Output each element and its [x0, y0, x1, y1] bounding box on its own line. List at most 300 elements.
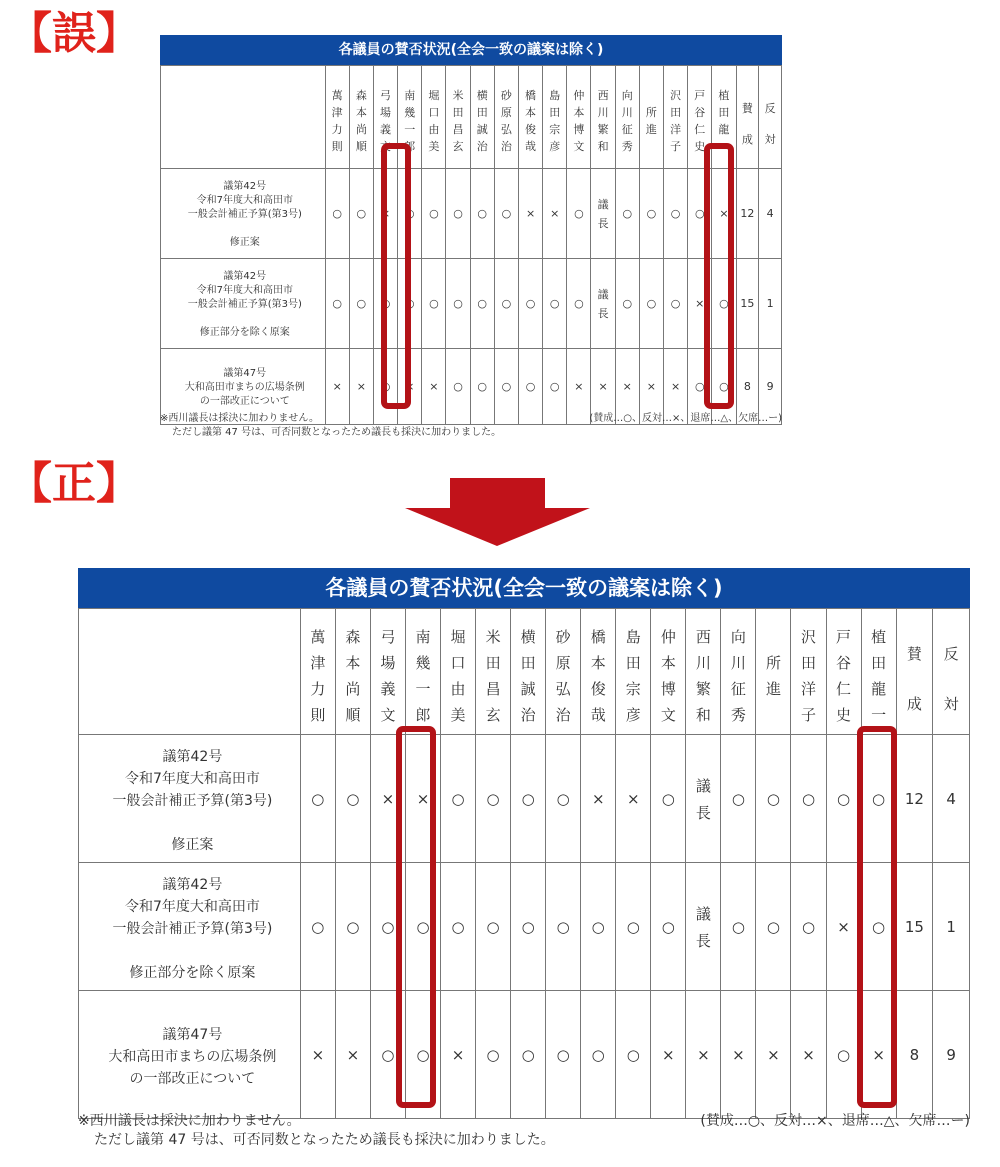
member-name-char: 田 [452, 106, 464, 119]
wrong-footer-note2: ただし議第 47 号は、可否同数となったため議長も採決に加わりました。 [172, 427, 502, 438]
vote-cell: ○ [543, 259, 567, 349]
vote-cell: ○ [335, 863, 370, 991]
member-name-char: 治 [500, 140, 512, 153]
vote-cell: ○ [581, 991, 616, 1119]
member-name-char: 田 [476, 106, 488, 119]
member-name-char: 哉 [525, 140, 537, 153]
bill-name-cell [161, 259, 326, 349]
vote-cell: × [441, 991, 476, 1119]
bill-line: 議第42号 [162, 877, 223, 893]
member-name-char: 仁 [694, 123, 706, 136]
member-name-char: 弓 [380, 89, 392, 102]
member-name-char: 砂 [555, 627, 571, 646]
member-name-char: 文 [380, 705, 396, 724]
vote-cell: × [616, 735, 651, 863]
vote-cell: ○ [615, 169, 639, 259]
member-name-char: 本 [355, 106, 367, 119]
vote-cell: × [639, 349, 663, 425]
member-name-header [300, 609, 335, 735]
vote-cell: ○ [712, 259, 736, 349]
member-name-header [651, 609, 686, 735]
bill-name-cell [79, 863, 301, 991]
member-name-header [335, 609, 370, 735]
bill-line: 令和7年度大和高田市 [124, 899, 260, 915]
bill-line [85, 940, 300, 962]
member-name-header [591, 66, 615, 169]
member-name-char: 仲 [660, 627, 676, 646]
result-header-char: 賛 [906, 644, 922, 663]
result-for-cell: 8 [896, 991, 933, 1119]
member-name-header [639, 66, 663, 169]
member-name-char: 田 [718, 106, 730, 119]
correct-highlight-minami [396, 726, 436, 1108]
member-name-char: 征 [730, 679, 746, 698]
member-name-char: 津 [331, 106, 343, 119]
member-name-char: 文 [380, 140, 392, 153]
wrong-highlight-ueda [704, 143, 734, 409]
vote-cell: ○ [664, 259, 688, 349]
wrong-label: 【誤】 [8, 8, 140, 59]
member-name-char: 由 [428, 123, 440, 136]
vote-cell: ○ [546, 863, 581, 991]
vote-cell: ○ [470, 349, 494, 425]
member-name-header [470, 66, 494, 169]
member-name-char: 一 [718, 140, 730, 153]
member-name-char: 西 [695, 627, 711, 646]
vote-cell: ○ [446, 259, 470, 349]
member-name-char: 森 [345, 627, 361, 646]
vote-cell: ○ [325, 259, 349, 349]
result-against-cell: 1 [933, 863, 970, 991]
member-name-char: 沢 [670, 89, 682, 102]
member-name-char: 所 [645, 106, 657, 119]
vote-cell: × [349, 349, 373, 425]
member-name-char: 繁 [597, 123, 609, 136]
member-name-char: 島 [625, 627, 641, 646]
bill-line: 議第47号 [223, 368, 267, 379]
result-header-for [736, 66, 759, 169]
vote-cell: ○ [422, 169, 446, 259]
result-header-char: 対 [943, 694, 959, 713]
member-name-char: 宗 [549, 123, 561, 136]
member-name-char: 砂 [500, 89, 512, 102]
member-name-char: 本 [590, 653, 606, 672]
member-name-char: 田 [520, 653, 536, 672]
speaker-mark-char: 議 [597, 198, 609, 211]
member-name-char: 玄 [452, 140, 464, 153]
member-name-char: 戸 [836, 627, 852, 646]
bill-line: 令和7年度大和高田市 [124, 771, 260, 787]
member-name-char: 戸 [694, 89, 706, 102]
member-name-char: 本 [660, 653, 676, 672]
member-name-char: 博 [660, 679, 676, 698]
member-name-char: 口 [428, 106, 440, 119]
correct-vote-table [78, 608, 970, 1119]
vote-cell: ○ [567, 169, 591, 259]
vote-cell: ○ [300, 735, 335, 863]
result-against-cell: 9 [759, 349, 782, 425]
header-blank-cell [161, 66, 326, 169]
member-name-char: 則 [331, 140, 343, 153]
table-row [79, 735, 970, 863]
table-row [79, 863, 970, 991]
vote-cell: × [721, 991, 756, 1119]
member-name-char: 進 [645, 123, 657, 136]
member-name-header [756, 609, 791, 735]
vote-cell: × [518, 169, 542, 259]
wrong-table-title: 各議員の賛否状況(全会一致の議案は除く) [160, 35, 782, 65]
result-header-for [896, 609, 933, 735]
member-name-char: 植 [718, 89, 730, 102]
member-name-char: 治 [555, 705, 571, 724]
member-name-char: 南 [415, 627, 431, 646]
vote-cell: ○ [373, 259, 397, 349]
vote-cell: ○ [422, 259, 446, 349]
speaker-mark-char: 長 [695, 931, 711, 950]
member-name-char: 弘 [500, 123, 512, 136]
member-name-char: 所 [765, 653, 781, 672]
speaker-mark-char: 長 [695, 803, 711, 822]
bill-line: 令和7年度大和高田市 [196, 285, 293, 296]
member-name-char: 堀 [450, 627, 466, 646]
member-name-char: 秀 [730, 705, 746, 724]
vote-cell: ○ [861, 735, 896, 863]
member-name-char: 横 [520, 627, 536, 646]
vote-cell: × [398, 349, 422, 425]
member-name-char: 島 [549, 89, 561, 102]
member-name-char: 幾 [404, 106, 416, 119]
member-name-char: 本 [525, 106, 537, 119]
vote-cell: ○ [546, 735, 581, 863]
vote-cell: ○ [446, 349, 470, 425]
vote-cell: × [543, 169, 567, 259]
vote-cell: ○ [398, 169, 422, 259]
member-name-header [441, 609, 476, 735]
member-name-char: 彦 [549, 140, 561, 153]
member-name-char: 順 [345, 705, 361, 724]
member-name-char: 萬 [310, 627, 326, 646]
bill-line [85, 812, 300, 834]
vote-cell [686, 735, 721, 863]
vote-cell [591, 169, 615, 259]
bill-line [165, 222, 325, 236]
member-name-char: 郎 [404, 140, 416, 153]
member-name-char: 義 [380, 679, 396, 698]
correct-footer-note2: ただし議第 47 号は、可否同数となったため議長も採決に加わりました。 [94, 1132, 555, 1148]
member-name-char: 子 [801, 705, 817, 724]
member-name-char: 美 [428, 140, 440, 153]
result-for-cell: 12 [736, 169, 759, 259]
correct-highlight-ueda [857, 726, 897, 1108]
member-name-char: 橋 [525, 89, 537, 102]
correct-footer-legend: (賛成…○、反対…×、退席…△、欠席…ー) [700, 1113, 970, 1129]
member-name-char: 一 [415, 679, 431, 698]
member-name-char: 文 [573, 140, 585, 153]
vote-cell: ○ [826, 991, 861, 1119]
bill-line: 議第42号 [223, 271, 267, 282]
member-name-char: 美 [450, 705, 466, 724]
member-name-char: 向 [621, 89, 633, 102]
vote-cell: ○ [791, 863, 826, 991]
correct-footer-note1: ※西川議長は採決に加わりません。 [78, 1113, 301, 1129]
member-name-header [721, 609, 756, 735]
header-blank-cell [79, 609, 301, 735]
member-name-char: 史 [694, 140, 706, 153]
bill-line: 一般会計補正予算(第3号) [187, 299, 302, 310]
vote-cell: ○ [826, 735, 861, 863]
result-header-against [759, 66, 782, 169]
member-name-header [370, 609, 405, 735]
vote-cell: ○ [543, 349, 567, 425]
member-name-header [494, 66, 518, 169]
member-name-header [615, 66, 639, 169]
vote-cell: ○ [567, 259, 591, 349]
vote-cell: × [591, 349, 615, 425]
member-name-char: 米 [452, 89, 464, 102]
member-name-char: 則 [310, 705, 326, 724]
member-name-char: 玄 [485, 705, 501, 724]
vote-cell: × [686, 991, 721, 1119]
member-name-char: 南 [404, 89, 416, 102]
vote-cell: ○ [756, 735, 791, 863]
vote-cell: ○ [511, 991, 546, 1119]
member-name-char: 田 [625, 653, 641, 672]
vote-cell: ○ [476, 863, 511, 991]
correct-table-title: 各議員の賛否状況(全会一致の議案は除く) [78, 568, 970, 608]
member-name-char: 力 [310, 679, 326, 698]
member-name-char: 博 [573, 123, 585, 136]
member-name-char: 本 [573, 106, 585, 119]
vote-cell: × [651, 991, 686, 1119]
bill-line: 一般会計補正予算(第3号) [112, 921, 273, 937]
member-name-char: 仲 [573, 89, 585, 102]
member-name-char: 弘 [555, 679, 571, 698]
vote-cell: ○ [712, 349, 736, 425]
vote-cell: × [688, 259, 712, 349]
member-name-char: 誠 [520, 679, 536, 698]
vote-cell: ○ [476, 735, 511, 863]
vote-cell: × [861, 991, 896, 1119]
vote-cell: ○ [446, 169, 470, 259]
member-name-char: 哉 [590, 705, 606, 724]
member-name-char: 力 [331, 123, 343, 136]
vote-cell: ○ [370, 991, 405, 1119]
correct-label: 【正】 [8, 458, 140, 509]
vote-cell: ○ [651, 735, 686, 863]
member-name-header [861, 609, 896, 735]
member-name-char: 西 [597, 89, 609, 102]
vote-cell: × [581, 735, 616, 863]
vote-cell: ○ [721, 735, 756, 863]
bill-line: の一部改正について [199, 396, 290, 407]
vote-cell: ○ [615, 259, 639, 349]
result-for-cell: 15 [736, 259, 759, 349]
vote-cell: ○ [494, 259, 518, 349]
vote-cell: × [615, 349, 639, 425]
member-name-header [405, 609, 440, 735]
result-against-cell: 1 [759, 259, 782, 349]
vote-cell: × [791, 991, 826, 1119]
member-name-header [826, 609, 861, 735]
vote-cell: ○ [300, 863, 335, 991]
vote-cell: ○ [546, 991, 581, 1119]
member-name-header [581, 609, 616, 735]
member-name-char: 田 [549, 106, 561, 119]
result-header-char: 成 [741, 133, 753, 146]
member-name-char: 仁 [836, 679, 852, 698]
result-for-cell: 12 [896, 735, 933, 863]
speaker-mark-char: 長 [597, 307, 609, 320]
bill-line: 大和高田市まちの広場条例 [108, 1049, 277, 1065]
member-name-char: 橋 [590, 627, 606, 646]
member-name-char: 川 [695, 653, 711, 672]
member-name-header [567, 66, 591, 169]
member-name-header [543, 66, 567, 169]
result-header-char: 対 [764, 133, 776, 146]
member-name-char: 洋 [670, 123, 682, 136]
bill-line: 修正案 [229, 237, 260, 248]
bill-line: 議第42号 [223, 181, 267, 192]
speaker-mark-char: 議 [695, 776, 711, 795]
result-header-char: 反 [764, 102, 776, 115]
member-name-char: 龍 [871, 679, 887, 698]
member-name-char: 尚 [355, 123, 367, 136]
vote-cell: ○ [688, 349, 712, 425]
member-name-char: 田 [485, 653, 501, 672]
member-name-header [664, 66, 688, 169]
bill-line: の一部改正について [129, 1071, 256, 1087]
wrong-footer-legend: (賛成…○、反対…×、退席…△、欠席…ー) [589, 413, 782, 424]
member-name-char: 横 [476, 89, 488, 102]
wrong-footer-note1: ※西川議長は採決に加わりません。 [160, 413, 319, 424]
vote-cell [686, 863, 721, 991]
member-name-char: 津 [310, 653, 326, 672]
vote-cell: ○ [616, 991, 651, 1119]
member-name-char: 尚 [345, 679, 361, 698]
vote-cell: ○ [325, 169, 349, 259]
bill-line: 修正部分を除く原案 [129, 965, 256, 981]
member-name-header [325, 66, 349, 169]
member-name-header [511, 609, 546, 735]
wrong-table-panel [160, 35, 782, 455]
bill-line: 一般会計補正予算(第3号) [187, 209, 302, 220]
member-name-char: 原 [500, 106, 512, 119]
bill-name-cell [79, 735, 301, 863]
vote-cell: ○ [518, 259, 542, 349]
vote-cell: × [405, 735, 440, 863]
vote-cell: ○ [494, 349, 518, 425]
member-name-char: 谷 [694, 106, 706, 119]
member-name-char: 文 [660, 705, 676, 724]
vote-cell: ○ [861, 863, 896, 991]
vote-cell: ○ [441, 735, 476, 863]
vote-cell: ○ [511, 735, 546, 863]
member-name-char: 原 [555, 653, 571, 672]
result-against-cell: 4 [759, 169, 782, 259]
vote-cell: ○ [335, 735, 370, 863]
member-name-char: 和 [597, 140, 609, 153]
vote-cell: ○ [511, 863, 546, 991]
bill-line: 議第47号 [162, 1027, 223, 1043]
member-name-char: 由 [450, 679, 466, 698]
member-name-char: 治 [520, 705, 536, 724]
vote-cell: ○ [518, 349, 542, 425]
member-name-char: 本 [345, 653, 361, 672]
result-header-char: 成 [906, 694, 922, 713]
member-name-char: 弓 [380, 627, 396, 646]
vote-cell: × [664, 349, 688, 425]
member-name-char: 誠 [476, 123, 488, 136]
table-row [161, 169, 782, 259]
bill-name-cell [161, 169, 326, 259]
member-name-char: 和 [695, 705, 711, 724]
member-name-char: 洋 [801, 679, 817, 698]
vote-cell: ○ [639, 169, 663, 259]
vote-cell: ○ [441, 863, 476, 991]
vote-cell: ○ [664, 169, 688, 259]
vote-cell: × [567, 349, 591, 425]
result-header-char: 反 [943, 644, 959, 663]
member-name-header [446, 66, 470, 169]
member-name-char: 宗 [625, 679, 641, 698]
vote-cell: ○ [405, 991, 440, 1119]
member-name-char: 秀 [621, 140, 633, 153]
member-name-char: 幾 [415, 653, 431, 672]
vote-cell: × [300, 991, 335, 1119]
vote-cell: ○ [688, 169, 712, 259]
member-name-char: 征 [621, 123, 633, 136]
member-name-char: 史 [836, 705, 852, 724]
vote-cell: ○ [373, 349, 397, 425]
member-name-char: 森 [355, 89, 367, 102]
member-name-char: 子 [670, 140, 682, 153]
vote-cell: ○ [476, 991, 511, 1119]
bill-line: 一般会計補正予算(第3号) [112, 793, 273, 809]
member-name-char: 田 [871, 653, 887, 672]
member-name-char: 口 [450, 653, 466, 672]
member-name-char: 萬 [331, 89, 343, 102]
member-name-header [791, 609, 826, 735]
down-arrow-icon [400, 478, 600, 548]
result-against-cell: 9 [933, 991, 970, 1119]
member-name-char: 沢 [801, 627, 817, 646]
vote-cell: × [373, 169, 397, 259]
vote-cell: ○ [470, 259, 494, 349]
member-name-header [349, 66, 373, 169]
correct-table-panel [78, 568, 970, 1153]
vote-cell: × [756, 991, 791, 1119]
member-name-header [518, 66, 542, 169]
member-name-char: 米 [485, 627, 501, 646]
vote-cell: ○ [616, 863, 651, 991]
member-name-header [546, 609, 581, 735]
speaker-mark-char: 議 [597, 288, 609, 301]
member-name-char: 郎 [415, 705, 431, 724]
wrong-vote-table [160, 65, 782, 425]
member-name-char: 龍 [718, 123, 730, 136]
vote-cell: ○ [470, 169, 494, 259]
speaker-mark-char: 議 [695, 904, 711, 923]
vote-cell: × [335, 991, 370, 1119]
vote-cell: ○ [581, 863, 616, 991]
member-name-char: 田 [801, 653, 817, 672]
vote-cell: ○ [756, 863, 791, 991]
member-name-char: 川 [621, 106, 633, 119]
bill-name-cell [79, 991, 301, 1119]
vote-cell: × [712, 169, 736, 259]
bill-line: 令和7年度大和高田市 [196, 195, 293, 206]
member-name-char: 堀 [428, 89, 440, 102]
